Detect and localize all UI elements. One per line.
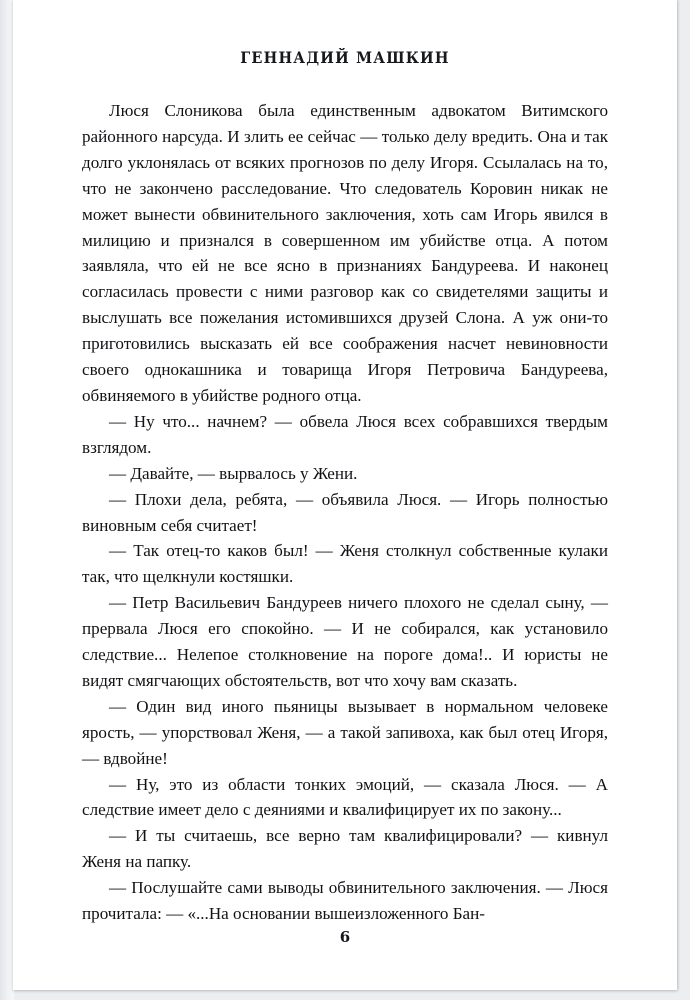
paragraph: — Послушайте сами выводы обвинительного заключения. — Люся прочитала: — «...На основании вышеизложенного Бан-	[82, 878, 608, 924]
paragraph: — Так отец-то каков был! — Женя столкнул собственные кулаки так, что щелкнули костяшки.	[82, 541, 608, 587]
body-text	[82, 98, 608, 927]
paragraph: — И ты считаешь, все верно там квалифицировали? — кивнул Женя на папку.	[82, 826, 608, 872]
paragraph: — Ну, это из области тонких эмоций, — сказала Люся. — А следствие имеет дело с деяниями и квалифицирует их по закону...	[82, 774, 608, 820]
paragraph: — Плохи дела, ребята, — объявила Люся. — Игорь полностью виновным себя считает!	[82, 489, 608, 535]
type-area	[82, 48, 608, 927]
page-sheet	[13, 0, 677, 990]
running-head: ГЕННАДИЙ МАШКИН	[240, 48, 450, 67]
paragraph: — Петр Васильевич Бандуреев ничего плохого не сделал сыну, — прервала Люся его спокойно. — И не собирался, как установило следствие... Нелепое столкновение на пороге дома!.. И юристы не видят смягчающих обстоятельств, вот что хочу вам сказать.	[82, 593, 608, 690]
paragraph: — Ну что... начнем? — обвела Люся всех собравшихся твердым взглядом.	[82, 411, 608, 457]
page-number: 6	[339, 928, 351, 946]
paragraph: — Давайте, — вырвалось у Жени.	[109, 463, 358, 483]
paragraph: — Один вид иного пьяницы вызывает в нормальном человеке ярость, — упорствовал Женя, — а такой запивоха, как был отец Игоря, — вдвойне!	[82, 696, 608, 768]
paragraph: Люся Слоникова была единственным адвокатом Витимского районного нарсуда. И злить ее сейчас — только делу вредить. Она и так долго уклонялась от всяких прогнозов по делу Игоря. Ссылалась на то, что не закончено расследование. Что следователь Коровин никак не может вынести обвинительного заключения, хоть сам Игорь явился в милицию и признался в совершенном им убийстве отца. А потом заявляла, что ей не все ясно в признаниях Бандуреева. И наконец согласилась провести с ними разговор как со свидетелями защиты и выслушать все пожелания истомившихся друзей Слона. А уж они-то приготовились высказать ей все соображения насчет невиновности своего однокашника и товарища Игоря Петровича Бандуреева, обвиняемого в убийстве родного отца.	[82, 101, 608, 405]
page-gutter-shading	[0, 0, 14, 1000]
